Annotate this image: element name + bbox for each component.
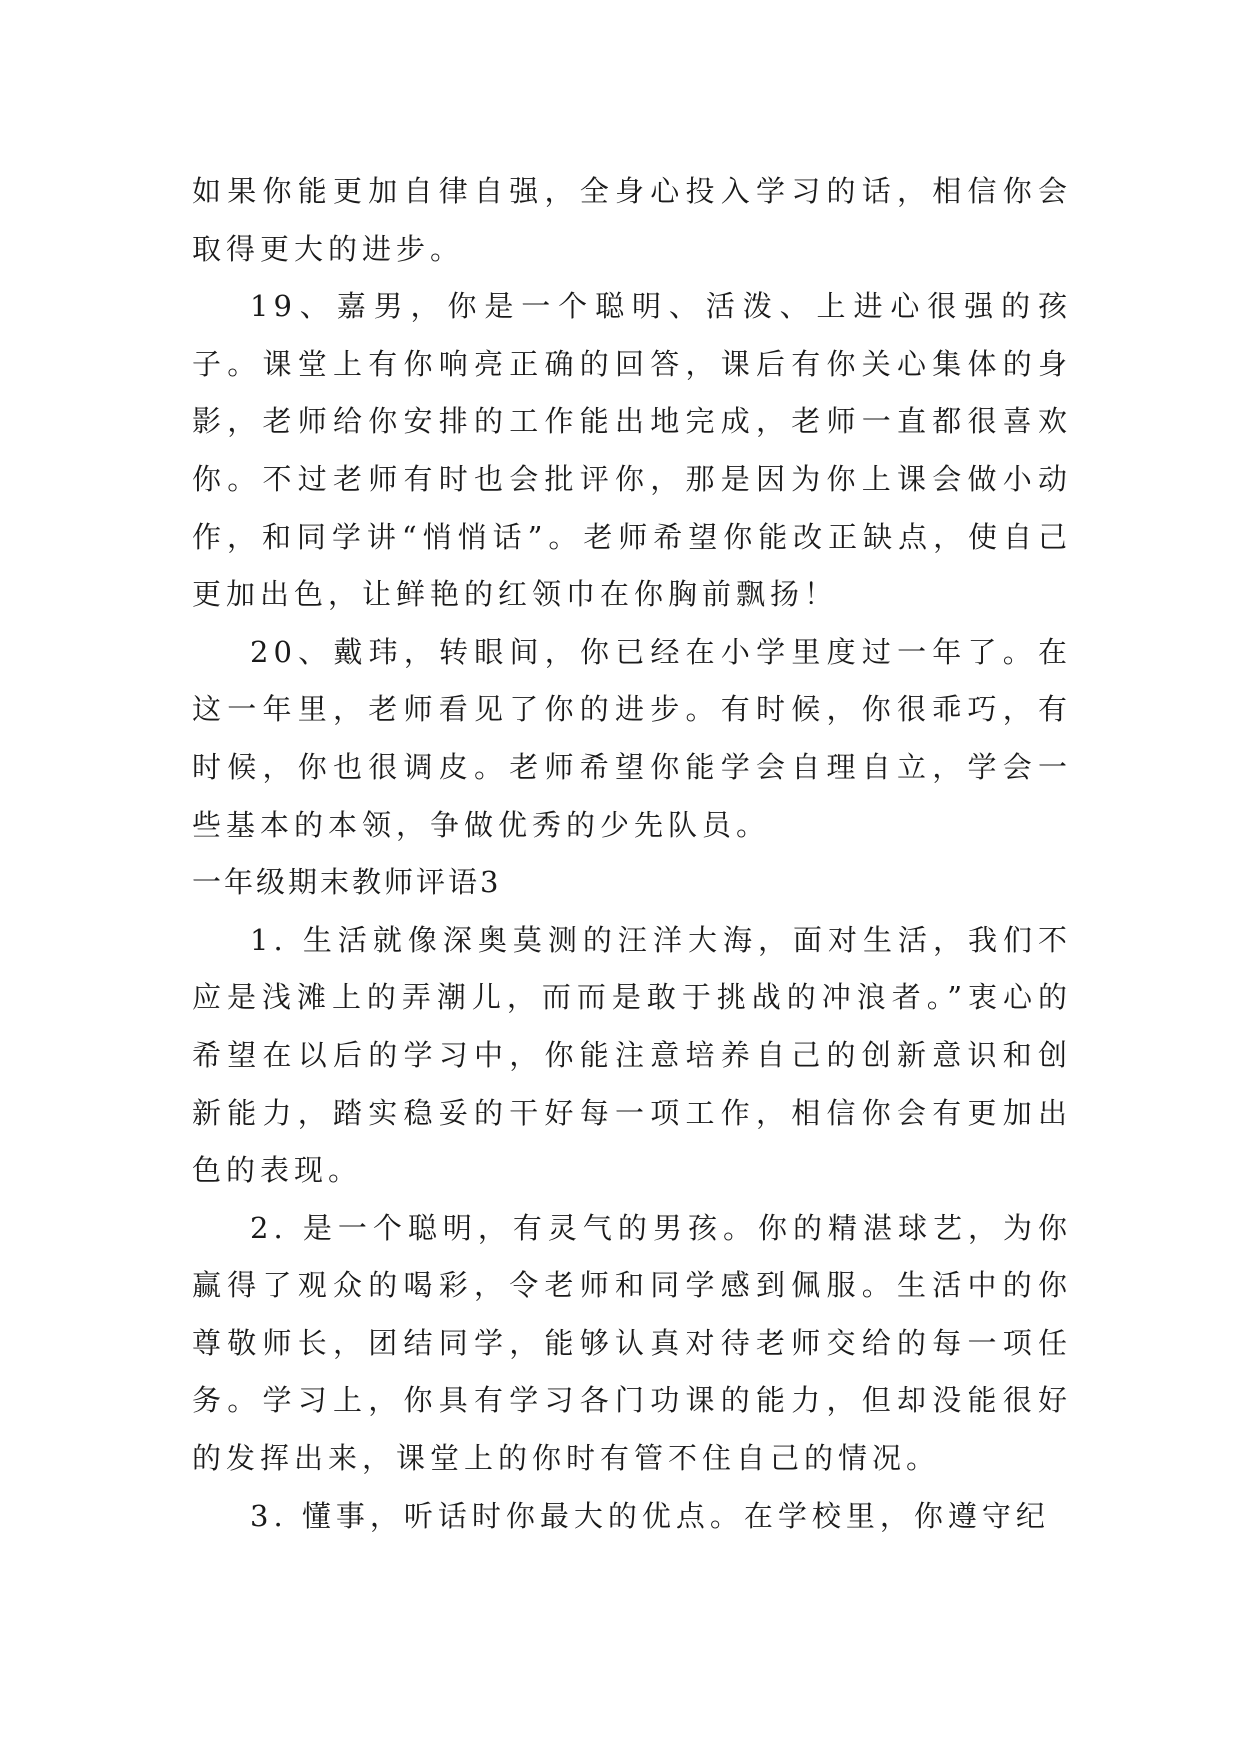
section-heading: 一年级期末教师评语3	[192, 865, 502, 900]
paragraph-item-1: 1. 生活就像深奥莫测的汪洋大海，面对生活，我们不应是浅滩上的弄潮儿，而而是敢于挑战的冲浪者。”衷心的希望在以后的学习中，你能注意培养自己的创新意识和创新能力，踏实稳妥的干好每一项工作，相信你会有更加出色的表现。	[192, 922, 1072, 1188]
paragraph-item-2: 2. 是一个聪明，有灵气的男孩。你的精湛球艺，为你赢得了观众的喝彩，令老师和同学感到佩服。生活中的你尊敬师长，团结同学，能够认真对待老师交给的每一项任务。学习上，你具有学习各门功课的能力，但却没能很好的发挥出来，课堂上的你时有管不住自己的情况。	[192, 1210, 1072, 1476]
document-body	[192, 163, 1072, 1545]
paragraph-item-3: 3. 懂事，听话时你最大的优点。在学校里，你遵守纪	[250, 1498, 1050, 1533]
paragraph-continuation: 如果你能更加自律自强，全身心投入学习的话，相信你会取得更大的进步。	[192, 174, 1072, 266]
paragraph-comment-19: 19、嘉男，你是一个聪明、活泼、上进心很强的孩子。课堂上有你响亮正确的回答，课后有你关心集体的身影，老师给你安排的工作能出地完成，老师一直都很喜欢你。不过老师有时也会批评你，那是因为你上课会做小动作，和同学讲“悄悄话”。老师希望你能改正缺点，使自己更加出色，让鲜艳的红领巾在你胸前飘扬！	[192, 289, 1072, 612]
paragraph-comment-20: 20、戴玮，转眼间，你已经在小学里度过一年了。在这一年里，老师看见了你的进步。有时候，你很乖巧，有时候，你也很调皮。老师希望你能学会自理自立，学会一些基本的本领，争做优秀的少先队员。	[192, 634, 1072, 842]
